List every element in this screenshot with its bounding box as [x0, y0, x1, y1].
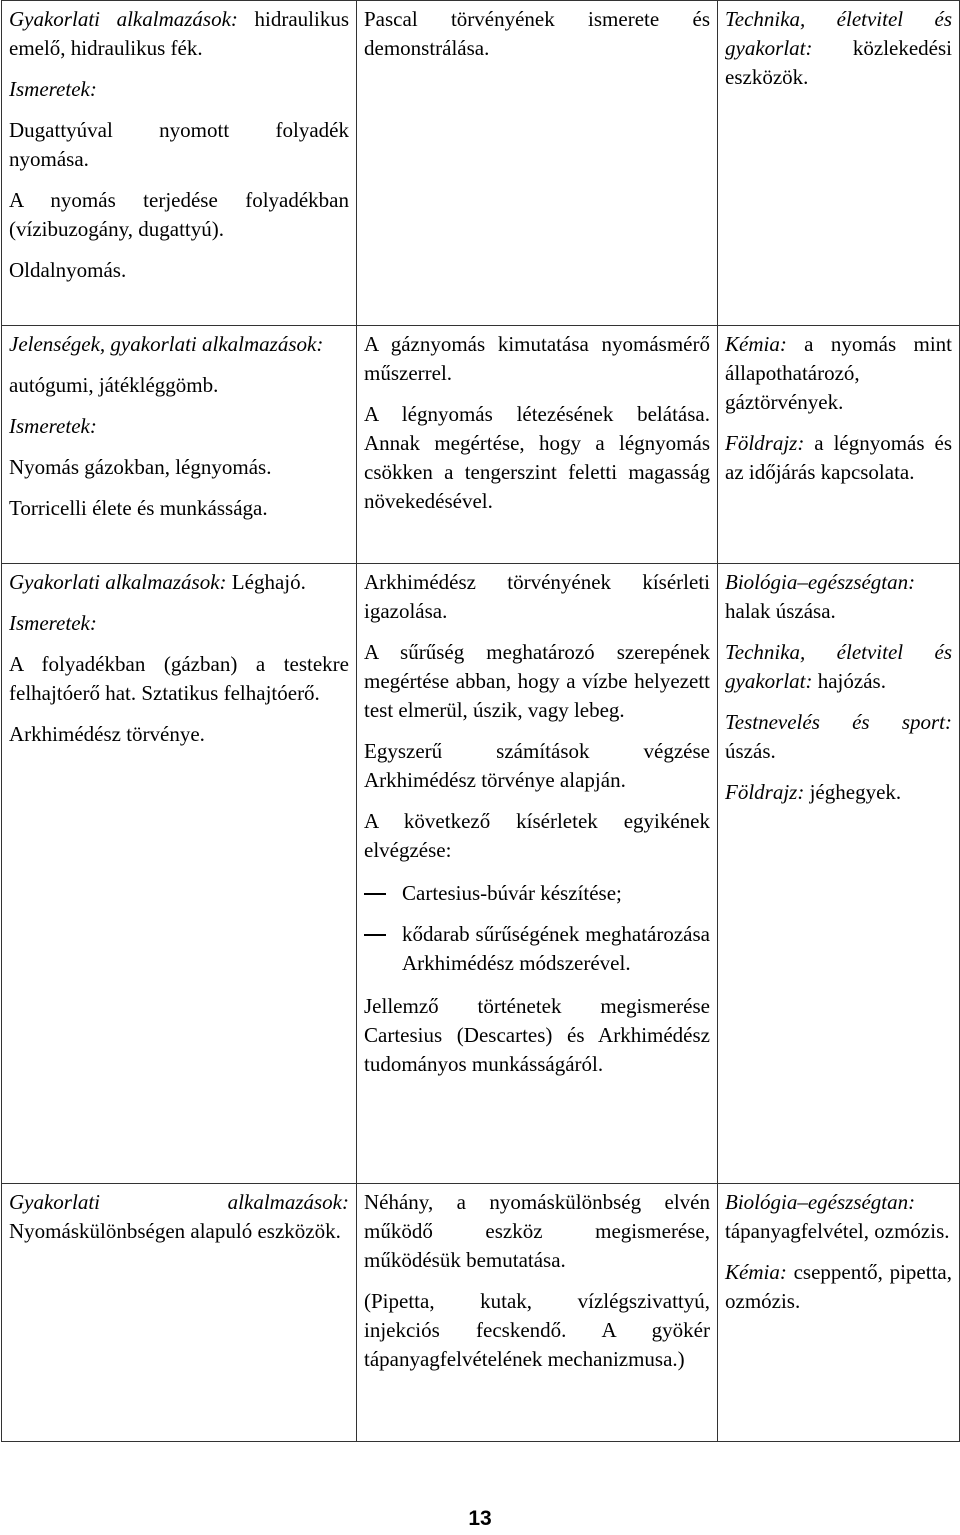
paragraph-text: Jellemző történetek megismerése Cartesius (Descartes) és Arkhimédész tudományos munkásságáról.	[364, 994, 710, 1076]
paragraph-text: hidraulikus emelő, hidraulikus fék.	[9, 7, 350, 60]
paragraph	[9, 494, 349, 523]
dash-list	[364, 879, 710, 978]
paragraph	[9, 453, 349, 482]
paragraph-text: tápanyagfelvétel, ozmózis.	[725, 1219, 950, 1243]
paragraph	[364, 992, 710, 1079]
paragraph	[9, 412, 349, 441]
table-cell-col3	[718, 1, 960, 326]
paragraph-text: Egyszerű számítások végzése Arkhimédész törvénye alapján.	[364, 739, 710, 792]
paragraph	[725, 778, 952, 807]
paragraph-text: Néhány, a nyomáskülönbség elvén működő eszköz megismerése, működésük bemutatása.	[364, 1190, 710, 1272]
subject-label: Biológia–egészségtan:	[725, 570, 916, 594]
paragraph	[364, 737, 710, 795]
subject-label: Földrajz:	[725, 431, 805, 455]
paragraph-text: Pascal törvényének ismerete és demonstrálása.	[364, 7, 710, 60]
subject-label: Ismeretek:	[9, 414, 97, 438]
subject-label: Gyakorlati alkalmazások:	[9, 570, 227, 594]
paragraph	[725, 1258, 952, 1316]
subject-label: Kémia:	[725, 1260, 787, 1284]
paragraph-text: A légnyomás létezésének belátása. Annak megértése, hogy a légnyomás csökken a tengerszint feletti magasság növekedésével.	[364, 402, 710, 513]
table-cell-col3	[718, 564, 960, 1184]
subject-label: Ismeretek:	[9, 611, 97, 635]
paragraph-text: közlekedési eszközök.	[725, 36, 952, 89]
paragraph	[725, 429, 952, 487]
paragraph	[725, 1188, 952, 1246]
paragraph	[725, 330, 952, 417]
table-cell-col1	[2, 1184, 357, 1442]
paragraph	[725, 568, 952, 626]
curriculum-table	[1, 0, 960, 1442]
paragraph-text: Oldalnyomás.	[9, 258, 127, 282]
paragraph-text: autógumi, játékléggömb.	[9, 373, 219, 397]
curriculum-table-body	[2, 1, 960, 1442]
table-cell-col1	[2, 326, 357, 564]
subject-label: Gyakorlati alkalmazások:	[9, 7, 238, 31]
paragraph	[364, 807, 710, 865]
page-number: 13	[468, 1507, 492, 1530]
paragraph	[725, 5, 952, 92]
list-item-text: Cartesius-búvár készítése;	[402, 881, 622, 905]
paragraph	[364, 400, 710, 516]
paragraph	[9, 1188, 349, 1246]
paragraph	[9, 186, 349, 244]
paragraph-text: úszás.	[725, 739, 776, 763]
paragraph	[725, 638, 952, 696]
table-cell-col2	[357, 326, 718, 564]
paragraph	[9, 371, 349, 400]
paragraph-text: A sűrűség meghatározó szerepének megértése abban, hogy a vízbe helyezett test elmerül, úszik, vagy lebeg.	[364, 640, 710, 722]
table-cell-col2	[357, 564, 718, 1184]
table-cell-col3	[718, 1184, 960, 1442]
paragraph	[9, 75, 349, 104]
dash-bullet-icon	[364, 893, 386, 895]
paragraph-text: A következő kísérletek egyikének elvégzése:	[364, 809, 710, 862]
paragraph-text: Arkhimédész törvényének kísérleti igazolása.	[364, 570, 710, 623]
paragraph	[9, 5, 349, 63]
paragraph-text: A gáznyomás kimutatása nyomásmérő műszerrel.	[364, 332, 710, 385]
paragraph-text: Dugattyúval nyomott folyadék nyomása.	[9, 118, 349, 171]
dash-bullet-icon	[364, 934, 386, 936]
paragraph	[9, 609, 349, 638]
subject-label: Földrajz:	[725, 780, 805, 804]
subject-label: Technika, életvitel és gyakorlat:	[725, 7, 952, 60]
paragraph-text: cseppentő, pipetta, ozmózis.	[725, 1260, 952, 1313]
paragraph	[9, 650, 349, 708]
paragraph	[725, 708, 952, 766]
subject-label: Kémia:	[725, 332, 787, 356]
subject-label: Jelenségek, gyakorlati alkalmazások:	[9, 332, 324, 356]
paragraph-text: jéghegyek.	[809, 780, 902, 804]
subject-label: Biológia–egészségtan:	[725, 1190, 916, 1214]
subject-label: Technika, életvitel és gyakorlat:	[725, 640, 952, 693]
table-cell-col2	[357, 1, 718, 326]
paragraph-text: a nyomás mint állapothatározó, gáztörvények.	[725, 332, 953, 414]
table-cell-col1	[2, 1, 357, 326]
subject-label: Gyakorlati alkalmazások:	[9, 1190, 349, 1214]
paragraph-text: hajózás.	[817, 669, 886, 693]
table-row	[2, 326, 960, 564]
paragraph-text: halak úszása.	[725, 599, 836, 623]
paragraph-text: Arkhimédész törvénye.	[9, 722, 205, 746]
paragraph	[364, 1188, 710, 1275]
table-cell-col3	[718, 326, 960, 564]
paragraph	[9, 720, 349, 749]
paragraph	[364, 330, 710, 388]
paragraph	[364, 638, 710, 725]
table-row	[2, 564, 960, 1184]
paragraph	[9, 330, 349, 359]
paragraph	[9, 116, 349, 174]
paragraph-text: A nyomás terjedése folyadékban (vízibuzogány, dugattyú).	[9, 188, 349, 241]
list-item	[364, 879, 710, 908]
paragraph-text: Léghajó.	[231, 570, 306, 594]
paragraph-text: Nyomáskülönbségen alapuló eszközök.	[9, 1219, 341, 1243]
paragraph-text: a légnyomás és az időjárás kapcsolata.	[725, 431, 952, 484]
subject-label: Ismeretek:	[9, 77, 97, 101]
list-item	[364, 920, 710, 978]
table-cell-col2	[357, 1184, 718, 1442]
paragraph-text: Nyomás gázokban, légnyomás.	[9, 455, 272, 479]
paragraph-text: (Pipetta, kutak, vízlégszivattyú, injekciós fecskendő. A gyökér tápanyagfelvételének mechanizmusa.)	[364, 1289, 710, 1371]
paragraph	[364, 568, 710, 626]
paragraph	[364, 5, 710, 63]
paragraph-text: Torricelli élete és munkássága.	[9, 496, 268, 520]
paragraph-text: A folyadékban (gázban) a testekre felhajtóerő hat. Sztatikus felhajtóerő.	[9, 652, 349, 705]
paragraph	[9, 256, 349, 285]
subject-label: Testnevelés és sport:	[725, 710, 952, 734]
list-item-text: kődarab sűrűségének meghatározása Arkhimédész módszerével.	[402, 922, 710, 975]
paragraph	[9, 568, 349, 597]
table-row	[2, 1, 960, 326]
table-row	[2, 1184, 960, 1442]
paragraph	[364, 1287, 710, 1374]
table-cell-col1	[2, 564, 357, 1184]
